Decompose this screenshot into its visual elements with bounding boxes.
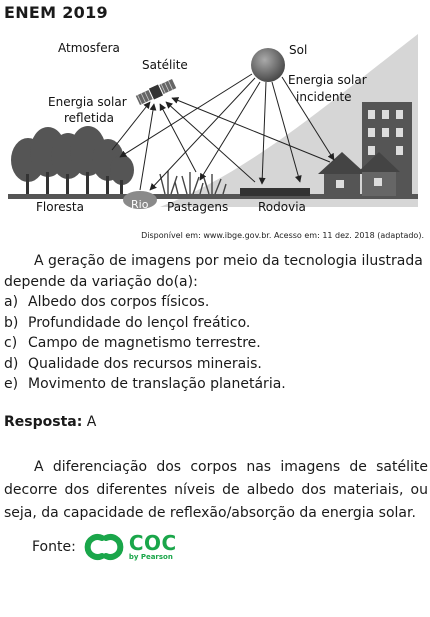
label-rio: Rio (131, 198, 149, 211)
option-key: b) (4, 314, 19, 331)
option-key: e) (4, 376, 19, 392)
road (240, 188, 310, 196)
answer-label: Resposta: (4, 414, 83, 430)
explanation-text: A diferenciação dos corpos nas imagens de satélite decorre dos diferentes níveis de albedo dos materiais, ou seja, da capacidade de reflexão/absorção da energia solar. (4, 459, 428, 521)
option-b (4, 313, 428, 334)
label-sol: Sol (289, 43, 308, 57)
label-energia-incidente-2: incidente (296, 90, 352, 104)
option-text: Campo de magnetismo terrestre. (28, 335, 261, 351)
sun (251, 48, 285, 82)
coc-logo-icon (82, 532, 126, 562)
label-energia-incidente-1: Energia solar (288, 73, 367, 87)
logo-text: COC (128, 531, 177, 555)
question-block (4, 251, 428, 395)
option-text: Albedo dos corpos físicos. (28, 294, 210, 310)
option-key: c) (4, 335, 18, 351)
label-energia-refletida-2: refletida (64, 111, 115, 125)
option-a (4, 292, 428, 313)
question-stem: A geração de imagens por meio da tecnologia ilustrada depende da variação do(a): (4, 253, 423, 290)
source-line (32, 532, 177, 562)
coc-logo (82, 532, 177, 562)
option-d (4, 354, 428, 375)
option-c (4, 333, 428, 354)
satellite (135, 78, 176, 106)
option-key: d) (4, 355, 19, 372)
answer-value: A (86, 414, 97, 430)
label-pastagens: Pastagens (167, 200, 229, 214)
label-floresta: Floresta (36, 200, 84, 214)
page-title: ENEM 2019 (4, 3, 108, 22)
option-key: a) (4, 294, 19, 310)
label-energia-refletida-1: Energia solar (48, 95, 127, 109)
option-text: Movimento de translação planetária. (28, 376, 286, 392)
illustration-svg (0, 22, 430, 222)
forest-trees (11, 126, 134, 185)
answer-line (4, 414, 96, 430)
label-satelite: Satélite (142, 58, 188, 72)
option-text: Qualidade dos recursos minerais. (28, 355, 262, 372)
option-e (4, 374, 428, 395)
source-label: Fonte: (32, 539, 76, 555)
satellite-illustration (0, 22, 430, 222)
logo-subtext: by Pearson (128, 553, 173, 561)
label-atmosfera: Atmosfera (58, 41, 120, 55)
label-rodovia: Rodovia (258, 200, 306, 214)
option-text: Profundidade do lençol freático. (28, 314, 251, 331)
figure-caption: Disponível em: www.ibge.gov.br. Acesso em: 11 dez. 2018 (adaptado). (141, 231, 424, 240)
